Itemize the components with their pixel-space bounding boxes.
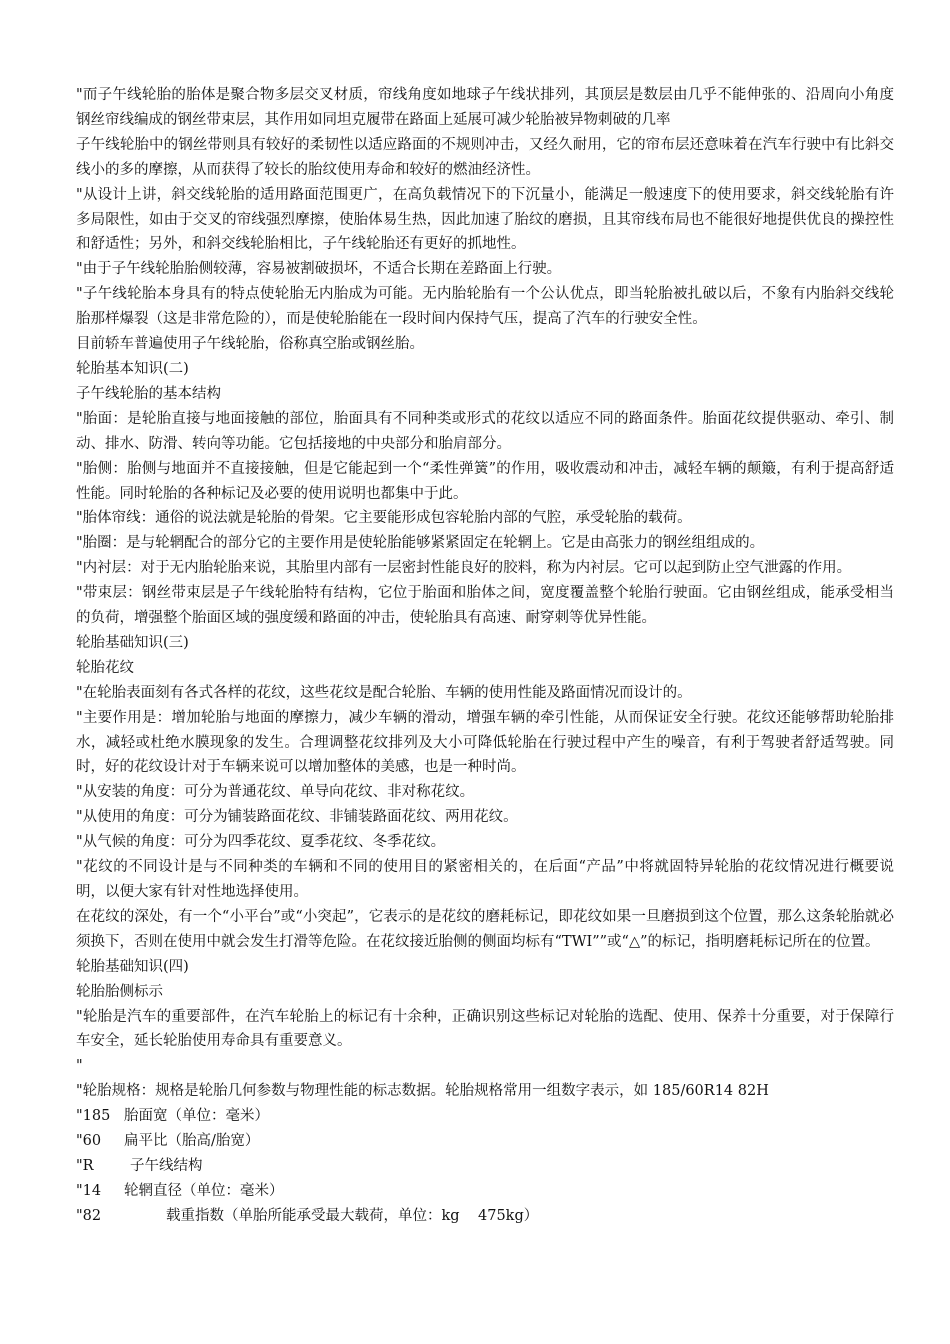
spec-line [76,1204,894,1229]
spec-description: 载重指数（单胎所能承受最大载荷，单位：kg 475kg） [166,1207,539,1224]
spec-line [76,1154,894,1179]
spec-line [76,1129,894,1154]
paragraph: "胎面：是轮胎直接与地面接触的部位，胎面具有不同种类或形式的花纹以适应不同的路面条件。胎面花纹提供驱动、牵引、制动、排水、防滑、转向等功能。它包括接地的中央部分和胎肩部分。 [76,410,894,452]
paragraph: "花纹的不同设计是与不同种类的车辆和不同的使用目的紧密相关的，在后面“产品”中将就固特异轮胎的花纹情况进行概要说明，以便大家有针对性地选择使用。 [76,859,894,900]
spec-code: "82 [76,1207,102,1224]
paragraph: "从使用的角度：可分为铺装路面花纹、非铺装路面花纹、两用花纹。 [76,809,518,826]
spec-description: 扁平比（胎高/胎宽） [124,1133,260,1150]
paragraph: "从安装的角度：可分为普通花纹、单导向花纹、非对称花纹。 [76,784,475,801]
spec-description: 轮辋直径（单位：毫米） [124,1182,284,1199]
subsection-heading: 轮胎胎侧标示 [76,983,163,1000]
paragraph: "轮胎规格：规格是轮胎几何参数与物理性能的标志数据。轮胎规格常用一组数字表示，如 185/60R14 82H [76,1083,769,1100]
section-heading: 轮胎基础知识(四) [76,958,189,975]
document-body [76,83,894,1229]
spec-description: 胎面宽（单位：毫米） [124,1108,269,1125]
paragraph: "在轮胎表面刻有各式各样的花纹，这些花纹是配合轮胎、车辆的使用性能及路面情况而设计的。 [76,684,692,701]
section-heading: 轮胎基本知识(二) [76,360,189,377]
paragraph: "胎圈：是与轮辋配合的部分它的主要作用是使轮胎能够紧紧固定在轮辋上。它是由高张力的钢丝组组成的。 [76,535,765,552]
paragraph: "子午线轮胎本身具有的特点使轮胎无内胎成为可能。无内胎轮胎有一个公认优点，即当轮胎被扎破以后，不象有内胎斜交线轮胎那样爆裂（这是非常危险的），而是使轮胎能在一段时间内保持气压，提高了汽车的行驶安全性。 [76,286,894,328]
paragraph: "轮胎是汽车的重要部件，在汽车轮胎上的标记有十余种，正确识别这些标记对轮胎的选配、使用、保养十分重要，对于保障行车安全，延长轮胎使用寿命具有重要意义。 [76,1008,894,1050]
paragraph: "从设计上讲，斜交线轮胎的适用路面范围更广，在高负载情况下的下沉量小，能满足一般速度下的使用要求，斜交线轮胎有许多局限性，如由于交叉的帘线强烈摩擦，使胎体易生热，因此加速了胎纹的磨损，且其帘线布局也不能很好地提供优良的操控性和舒适性；另外，和斜交线轮胎相比，子午线轮胎还有更好的抓地性。 [76,186,894,253]
spec-code: "14 [76,1182,102,1199]
paragraph: "主要作用是：增加轮胎与地面的摩擦力，减少车辆的滑动，增强车辆的牵引性能，从而保证安全行驶。花纹还能够帮助轮胎排水，减轻或杜绝水膜现象的发生。合理调整花纹排列及大小可降低轮胎在行驶过程中产生的噪音，有利于驾驶者舒适驾驶。同时，好的花纹设计对于车辆来说可以增加整体的美感，也是一种时尚。 [76,709,894,776]
section-heading: 轮胎基础知识(三) [76,634,189,651]
paragraph: "胎侧：胎侧与地面并不直接接触，但是它能起到一个“柔性弹簧”的作用，吸收震动和冲击，减轻车辆的颠簸，有利于提高舒适性能。同时轮胎的各种标记及必要的使用说明也都集中于此。 [76,460,894,502]
paragraph: 目前轿车普遍使用子午线轮胎，俗称真空胎或钢丝胎。 [76,336,424,353]
spec-code: "60 [76,1133,102,1150]
spec-code: "R [76,1157,94,1174]
spec-description: 子午线结构 [130,1157,203,1174]
spec-line [76,1179,894,1204]
paragraph: "带束层：钢丝带束层是子午线轮胎特有结构，它位于胎面和胎体之间，宽度覆盖整个轮胎行驶面。它由钢丝组成，能承受相当的负荷，增强整个胎面区域的强度缓和路面的冲击，使轮胎具有高速、耐穿刺等优异性能。 [76,585,894,627]
paragraph: "由于子午线轮胎胎侧较薄，容易被割破损坏，不适合长期在差路面上行驶。 [76,261,562,278]
paragraph: "从气候的角度：可分为四季花纹、夏季花纹、冬季花纹。 [76,834,446,851]
subsection-heading: 子午线轮胎的基本结构 [76,385,221,402]
paragraph: "内衬层：对于无内胎轮胎来说，其胎里内部有一层密封性能良好的胶料，称为内衬层。它可以起到防止空气泄露的作用。 [76,560,852,577]
spec-line [76,1104,894,1129]
paragraph: "胎体帘线：通俗的说法就是轮胎的骨架。它主要能形成包容轮胎内部的气腔，承受轮胎的载荷。 [76,510,692,527]
spec-code: "185 [76,1108,111,1125]
paragraph: " [76,1058,83,1075]
subsection-heading: 轮胎花纹 [76,659,134,676]
paragraph: 在花纹的深处，有一个“小平台”或“小突起”，它表示的是花纹的磨耗标记，即花纹如果一旦磨损到这个位置，那么这条轮胎就必须换下，否则在使用中就会发生打滑等危险。在花纹接近胎侧的侧面均标有“TWI””或“△”的标记，指明磨耗标记所在的位置。 [76,908,894,950]
paragraph: 子午线轮胎中的钢丝带则具有较好的柔韧性以适应路面的不规则冲击，又经久耐用，它的帘布层还意味着在汽车行驶中有比斜交线小的多的摩擦，从而获得了较长的胎纹使用寿命和较好的燃油经济性。 [76,136,894,178]
paragraph: "而子午线轮胎的胎体是聚合物多层交叉材质，帘线角度如地球子午线状排列，其顶层是数层由几乎不能伸张的、沿周向小角度钢丝帘线编成的钢丝带束层，其作用如同坦克履带在路面上延展可减少轮胎被异物刺破的几率 [76,87,894,128]
